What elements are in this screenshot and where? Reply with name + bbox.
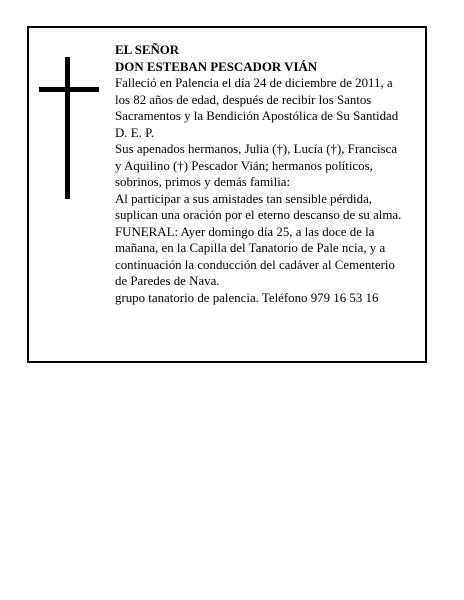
cross-horizontal-bar [39, 87, 99, 92]
cross-vertical-bar [65, 57, 70, 199]
notice-line: y Aquilino (†) Pescador Vián; hermanos políticos, [115, 158, 373, 173]
notice-line: sobrinos, primos y demás familia: [115, 175, 291, 189]
notice-line: Al participar a sus amistades tan sensible pérdida, [115, 191, 373, 206]
notice-line: los 82 años de edad, después de recibir los Santos [115, 92, 372, 107]
notice-line: Falleció en Palencia el día 24 de diciembre de 2011, a [115, 76, 393, 90]
notice-line: de Paredes de Nava. [115, 274, 220, 288]
notice-heading-title: EL SEÑOR [115, 43, 180, 57]
notice-heading-name: DON ESTEBAN PESCADOR VIÁN [115, 59, 318, 74]
notice-line: FUNERAL: Ayer domingo día 25, a las doce de la [115, 224, 375, 239]
notice-line: mañana, en la Capilla del Tanatorio de Pale ncia, y a [115, 241, 386, 255]
cross-icon [39, 57, 99, 199]
notice-text [115, 42, 421, 306]
notice-line: Sacramentos y la Bendición Apostólica de Su Santidad [115, 109, 399, 123]
obituary-notice [27, 26, 427, 363]
notice-line: D. E. P. [115, 125, 155, 140]
notice-line: Sus apenados hermanos, Julia (†), Lucía (†), Francisca [115, 142, 398, 156]
notice-line: suplican una oración por el eterno descanso de su alma. [115, 208, 402, 222]
notice-contact-line: grupo tanatorio de palencia. Teléfono 979 16 53 16 [115, 290, 379, 305]
notice-line: continuación la conducción del cadáver al Cementerio [115, 257, 395, 272]
